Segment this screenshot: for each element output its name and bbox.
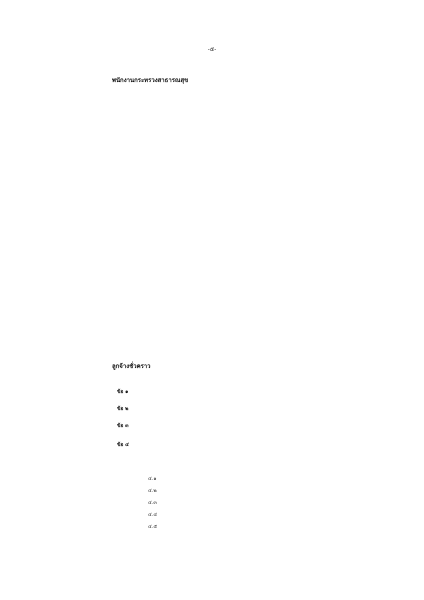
clause-3-label: ข้อ ๓ bbox=[117, 423, 129, 429]
page-number: -๕- bbox=[207, 46, 217, 53]
list-item-number: ๔.๕ bbox=[148, 524, 158, 530]
section-heading-temporary-staff: ลูกจ้างชั่วคราว bbox=[112, 363, 151, 370]
clause-4-label: ข้อ ๔ bbox=[117, 442, 129, 448]
list-item-number: ๔.๒ bbox=[148, 488, 157, 494]
clause-1-label: ข้อ ๑ bbox=[117, 389, 129, 395]
section-heading-health-staff: พนักงานกระทรวงสาธารณสุข bbox=[112, 77, 189, 84]
list-item-number: ๔.๓ bbox=[148, 500, 157, 506]
clause-2-label: ข้อ ๒ bbox=[117, 406, 129, 412]
list-item-number: ๔.๑ bbox=[148, 476, 157, 482]
list-item-number: ๔.๔ bbox=[148, 512, 158, 518]
